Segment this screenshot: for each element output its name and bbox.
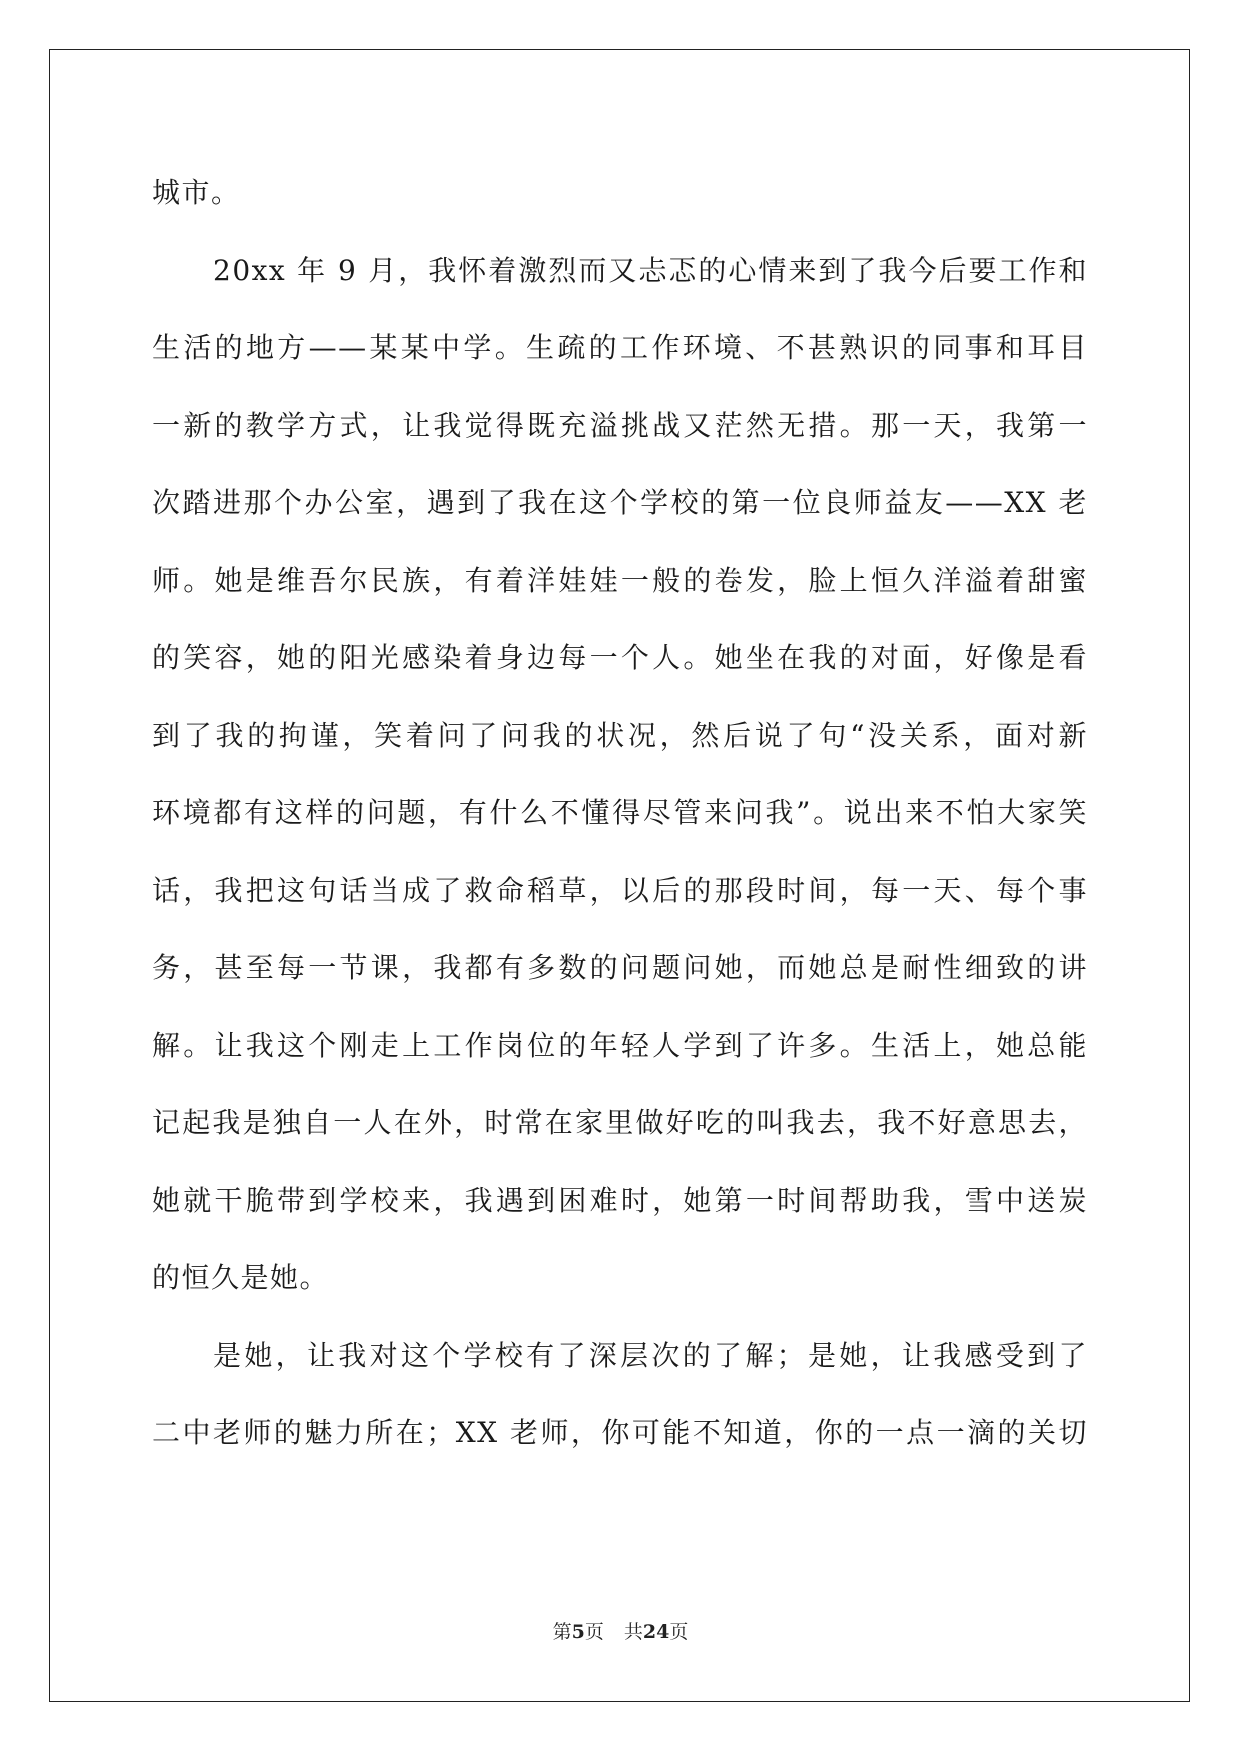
page-footer: [0, 1617, 1241, 1644]
text-line: 二中老师的魅力所在；XX 老师，你可能不知道，你的一点一滴的关切: [152, 1416, 1088, 1449]
paragraph: [152, 1317, 1088, 1472]
footer-prefix: 第: [552, 1621, 572, 1643]
text-line: 20xx 年 9 月，我怀着激烈而又忐忑的心情来到了我今后要工作和: [213, 253, 1088, 287]
text-line: 的恒久是她。: [152, 1261, 330, 1294]
text-line: 次踏进那个办公室，遇到了我在这个学校的第一位良师益友——XX 老: [152, 486, 1088, 519]
text-line: 是她，让我对这个学校有了深层次的了解；是她，让我感受到了: [213, 1338, 1088, 1372]
text-line: 的笑容，她的阳光感染着身边每一个人。她坐在我的对面，好像是看: [152, 641, 1088, 674]
text-line: 生活的地方——某某中学。生疏的工作环境、不甚熟识的同事和耳目: [152, 331, 1088, 364]
text-line: 记起我是独自一人在外，时常在家里做好吃的叫我去，我不好意思去，: [152, 1106, 1088, 1139]
text-line: 务，甚至每一节课，我都有多数的问题问她，而她总是耐性细致的讲: [152, 951, 1088, 984]
current-page-number: 5: [571, 1621, 585, 1643]
paragraph: [152, 232, 1088, 1317]
text-line: 话，我把这句话当成了救命稻草，以后的那段时间，每一天、每个事: [152, 873, 1088, 907]
text-line: 师。她是维吾尔民族，有着洋娃娃一般的卷发，脸上恒久洋溢着甜蜜: [152, 563, 1088, 597]
footer-page-word: 页: [584, 1621, 604, 1643]
footer-total-prefix: 共: [623, 1621, 643, 1643]
total-pages-number: 24: [642, 1621, 670, 1643]
footer-total-suffix: 页: [669, 1621, 689, 1643]
text-line: 城市。: [152, 176, 241, 209]
text-line: 解。让我这个刚走上工作岗位的年轻人学到了许多。生活上，她总能: [152, 1028, 1088, 1062]
paragraph: [152, 154, 1088, 232]
text-line: 她就干脆带到学校来，我遇到困难时，她第一时间帮助我，雪中送炭: [152, 1183, 1088, 1217]
document-body: [152, 154, 1088, 1472]
text-line: 到了我的拘谨，笑着问了问我的状况，然后说了句“没关系，面对新: [152, 718, 1088, 752]
text-line: 一新的教学方式，让我觉得既充溢挑战又茫然无措。那一天，我第一: [152, 408, 1088, 442]
text-line: 环境都有这样的问题，有什么不懂得尽管来问我”。说出来不怕大家笑: [152, 796, 1088, 829]
